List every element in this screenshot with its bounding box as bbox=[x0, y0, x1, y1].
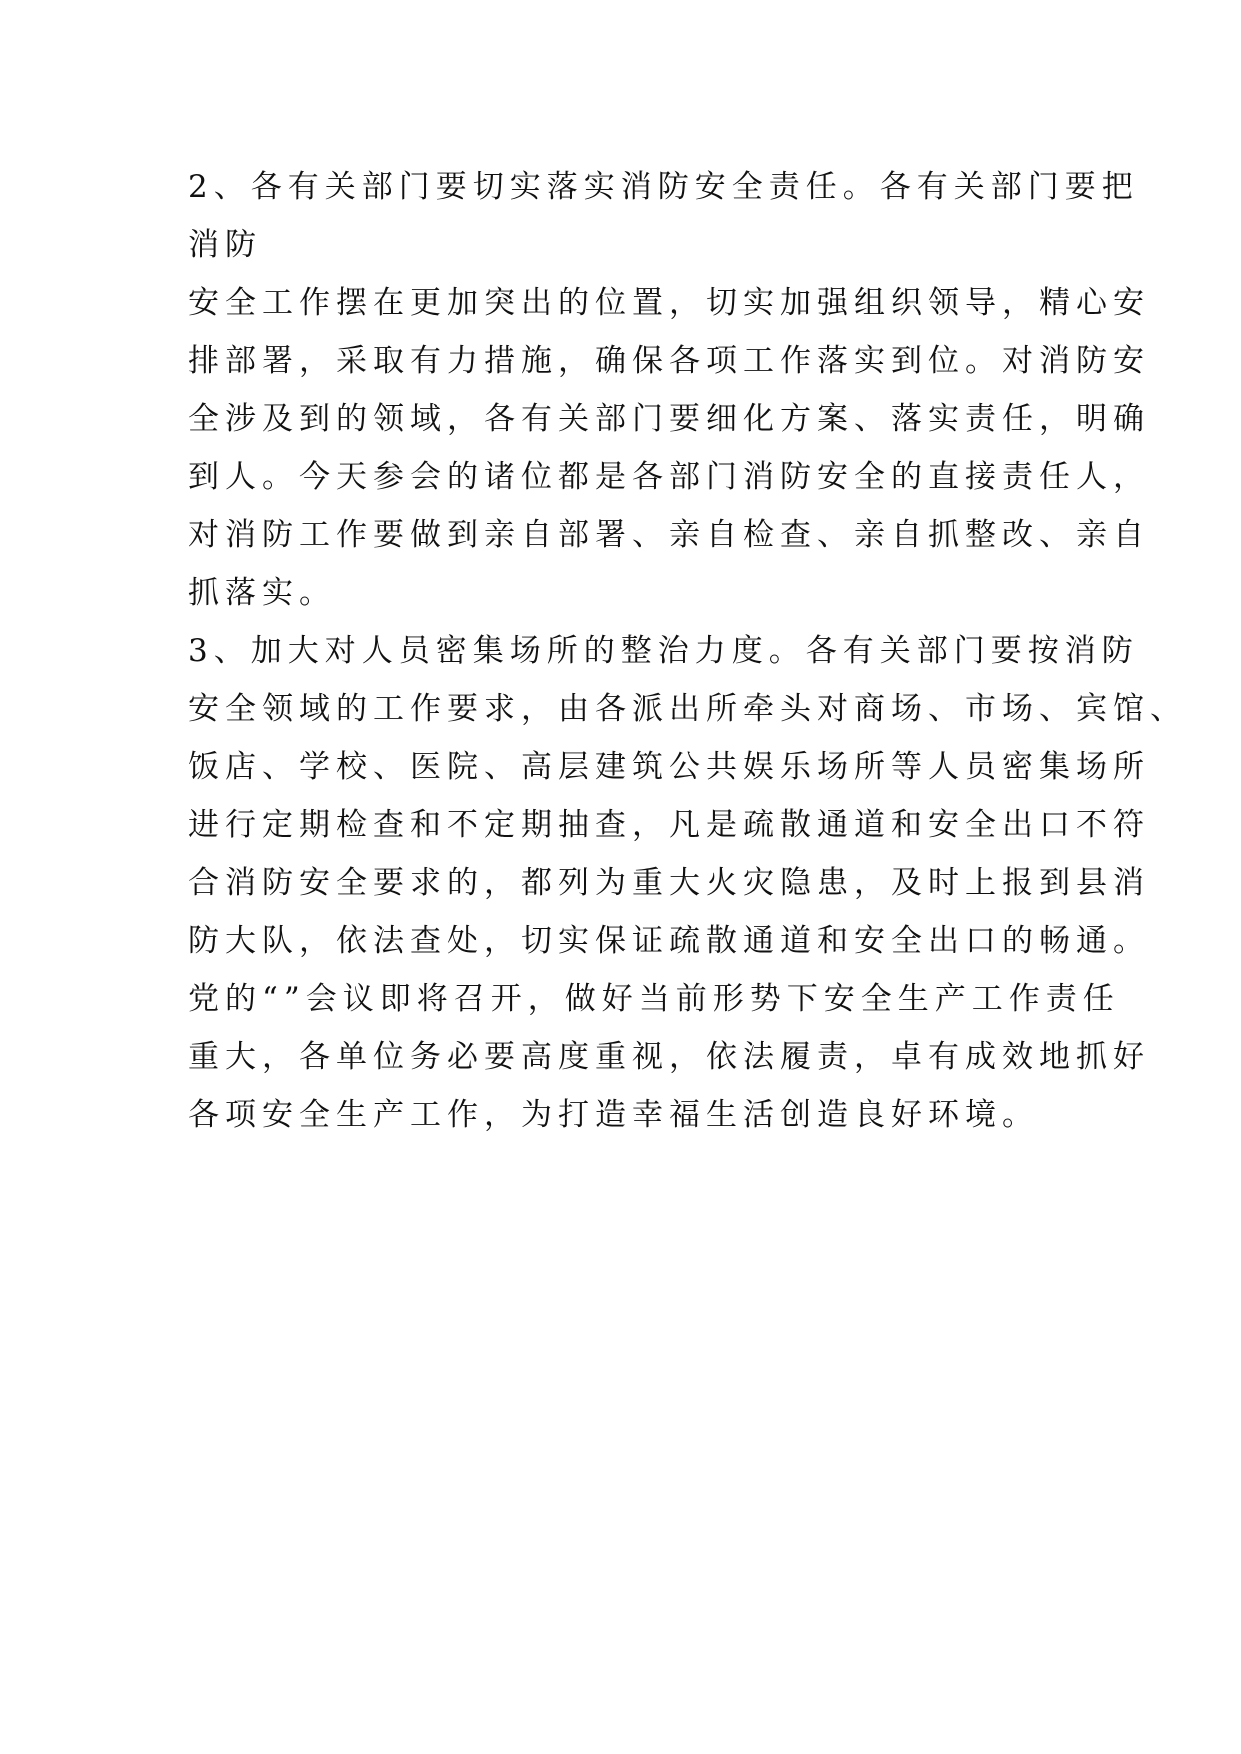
body-text bbox=[188, 158, 1187, 1144]
text-line: 党的“”会议即将召开，做好当前形势下安全生产工作责任 bbox=[188, 981, 1120, 1017]
text-line: 合消防安全要求的，都列为重大火灾隐患，及时上报到县消 bbox=[188, 865, 1150, 901]
text-line: 3、加大对人员密集场所的整治力度。各有关部门要按消防 bbox=[188, 633, 1139, 669]
text-line: 安全工作摆在更加突出的位置，切实加强组织领导，精心安 bbox=[188, 285, 1150, 321]
text-line: 各项安全生产工作，为打造幸福生活创造良好环境。 bbox=[188, 1097, 1039, 1133]
text-line: 到人。今天参会的诸位都是各部门消防安全的直接责任人， bbox=[188, 459, 1150, 495]
text-line: 2、各有关部门要切实落实消防安全责任。各有关部门要把 bbox=[188, 169, 1139, 205]
text-line: 饭店、学校、医院、高层建筑公共娱乐场所等人员密集场所 bbox=[188, 749, 1150, 785]
text-line: 重大，各单位务必要高度重视，依法履责，卓有成效地抓好 bbox=[188, 1039, 1150, 1075]
text-line: 安全领域的工作要求，由各派出所牵头对商场、市场、宾馆、 bbox=[188, 691, 1187, 727]
text-line: 防大队，依法查处，切实保证疏散通道和安全出口的畅通。 bbox=[188, 923, 1150, 959]
text-line: 对消防工作要做到亲自部署、亲自检查、亲自抓整改、亲自 bbox=[188, 517, 1150, 553]
text-line: 进行定期检查和不定期抽查，凡是疏散通道和安全出口不符 bbox=[188, 807, 1150, 843]
text-line: 消防 bbox=[188, 227, 262, 263]
text-line: 全涉及到的领域，各有关部门要细化方案、落实责任，明确 bbox=[188, 401, 1150, 437]
text-line: 排部署，采取有力措施，确保各项工作落实到位。对消防安 bbox=[188, 343, 1150, 379]
text-line: 抓落实。 bbox=[188, 575, 336, 611]
